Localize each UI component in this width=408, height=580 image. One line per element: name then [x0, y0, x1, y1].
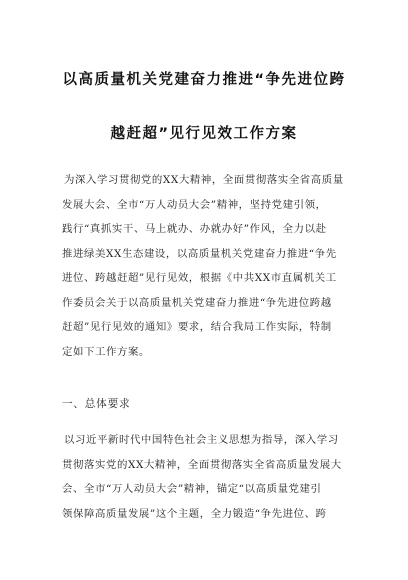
section-paragraph — [62, 428, 352, 526]
text-line: 进位、跨越赶超”见行见效，根据《中共XX市直属机关工 — [62, 272, 337, 284]
text-line: 推进绿美XX生态建设，以高质量机关党建奋力推进“争先 — [62, 247, 337, 260]
text-line: 领保障高质量发展”这个主题，全力锻造“争先进位、跨 — [62, 507, 327, 520]
text-line: 贯彻落实党的XX大精神，全面贯彻落实全省高质量发展大 — [62, 458, 342, 471]
text-line: 作委员会关于以高质量机关党建奋力推进“争先进位跨越 — [62, 296, 332, 309]
section-heading: 一、总体要求 — [62, 398, 131, 410]
intro-paragraph — [62, 168, 352, 364]
text-line: 以习近平新时代中国特色社会主义思想为指导，深入学习 — [64, 434, 339, 446]
text-line: 赶超”见行见效的通知》要求，结合我局工作实际，特制 — [62, 321, 332, 333]
text-line: 发展大会、全市“万人动员大会”精神，坚持党建引领， — [62, 198, 327, 211]
text-line: 践行“真抓实干、马上就办、办就办好”作风，全力以赴 — [62, 223, 327, 235]
text-line: 定如下工作方案。 — [62, 345, 150, 358]
document-title-line-1: 以高质量机关党建奋力推进“争先进位跨 — [62, 72, 346, 88]
text-line: 会、全市“万人动员大会”精神，锚定“以高质量党建引 — [62, 483, 322, 495]
document-title-line-2: 越赶超”见行见效工作方案 — [110, 126, 298, 142]
text-line: 为深入学习贯彻党的XX大精神，全面贯彻落实全省高质量 — [64, 174, 344, 186]
